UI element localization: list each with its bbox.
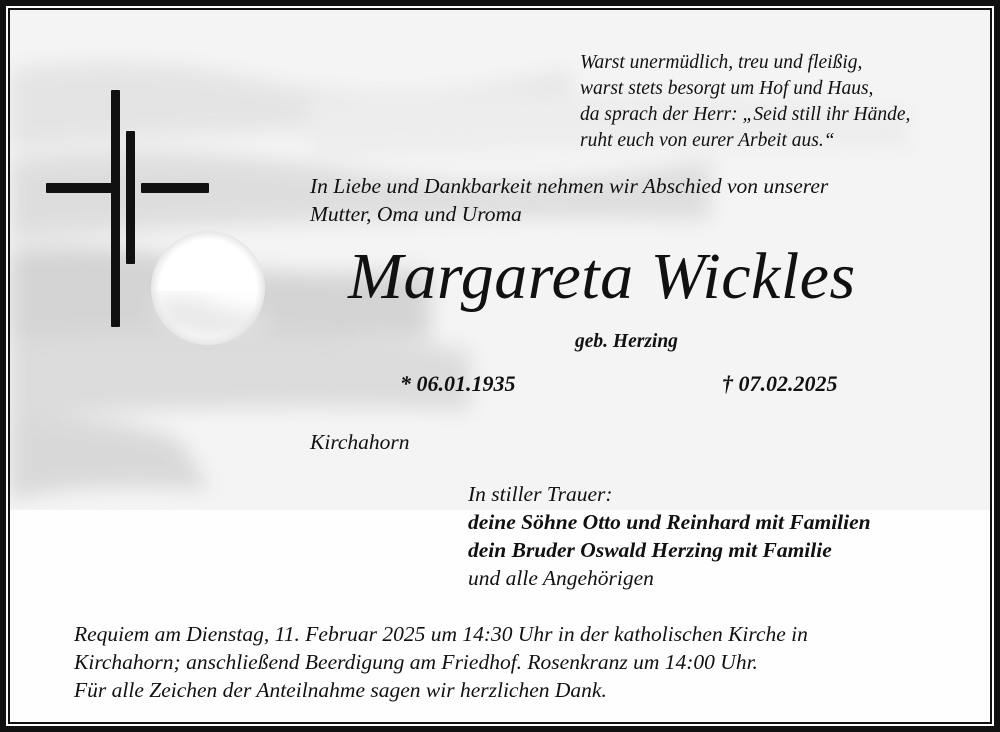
service-line: Requiem am Dienstag, 11. Februar 2025 um 14:30 Uhr in der katholischen Kirche in [74, 622, 808, 646]
intro-text [310, 172, 828, 228]
mourners [468, 480, 871, 592]
death-date: † 07.02.2025 [722, 371, 838, 396]
mourner-line: deine Söhne Otto und Reinhard mit Familien [468, 510, 871, 534]
poem-line: da sprach der Herr: „Seid still ihr Hände, [580, 104, 911, 125]
maiden-name: geb. Herzing [575, 331, 678, 352]
intro-line: Mutter, Oma und Uroma [310, 202, 522, 226]
mourners-heading: In stiller Trauer: [468, 482, 613, 506]
place: Kirchahorn [310, 430, 410, 454]
service-info [74, 620, 808, 704]
deceased-name: Margareta Wickles [348, 240, 856, 313]
poem [580, 50, 910, 154]
mourners-closing: und alle Angehörigen [468, 566, 654, 590]
service-line: Für alle Zeichen der Anteilnahme sagen wir herzlichen Dank. [74, 678, 607, 702]
birth-date: * 06.01.1935 [400, 371, 516, 396]
intro-line: In Liebe und Dankbarkeit nehmen wir Abschied von unserer [310, 174, 829, 198]
service-line: Kirchahorn; anschließend Beerdigung am Friedhof. Rosenkranz um 14:00 Uhr. [74, 650, 758, 674]
mourner-line: dein Bruder Oswald Herzing mit Familie [468, 538, 832, 562]
poem-line: warst stets besorgt um Hof und Haus, [580, 78, 874, 99]
notice-panel [8, 8, 992, 724]
poem-line: Warst unermüdlich, treu und fleißig, [580, 52, 863, 73]
poem-line: ruht euch von eurer Arbeit aus.“ [580, 130, 835, 151]
